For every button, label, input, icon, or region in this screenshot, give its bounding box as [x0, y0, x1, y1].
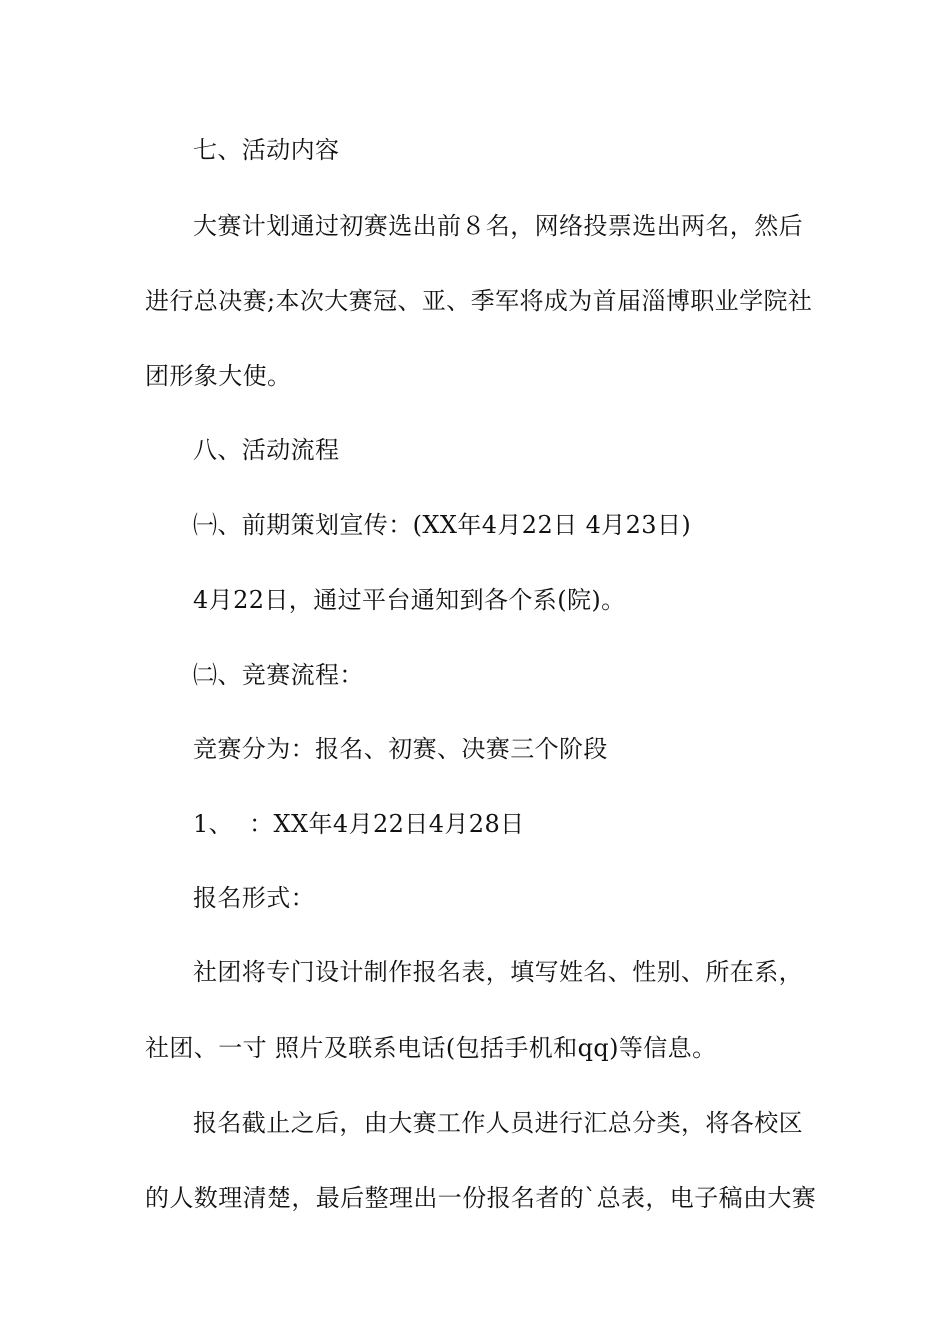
paragraph-line: 进行总决赛;本次大赛冠、亚、季军将成为首届淄博职业学院社: [145, 287, 813, 315]
subsection-heading-1: ㈠、前期策划宣传：(XX年4月22日 4月23日): [193, 511, 692, 539]
section-heading-7: 七、活动内容: [193, 136, 340, 164]
subsection-heading-2: ㈡、竞赛流程：: [193, 661, 364, 689]
paragraph-line: 社团将专门设计制作报名表，填写姓名、性别、所在系，: [193, 958, 803, 986]
section-heading-8: 八、活动流程: [193, 436, 340, 464]
paragraph-line: 的人数理清楚，最后整理出一份报名者的`总表，电子稿由大赛: [145, 1184, 817, 1212]
list-item-1: 1、 ：XX年4月22日4月28日: [193, 810, 525, 838]
paragraph-line: 报名截止之后，由大赛工作人员进行汇总分类，将各校区: [193, 1109, 803, 1137]
paragraph-line: 团形象大使。: [145, 362, 292, 390]
paragraph-line: 4月22日，通过平台通知到各个系(院)。: [193, 586, 626, 614]
paragraph-line: 报名形式：: [193, 884, 315, 912]
paragraph-line: 社团、一寸 照片及联系电话(包括手机和qq)等信息。: [145, 1034, 717, 1062]
paragraph-line: 竞赛分为：报名、初赛、决赛三个阶段: [193, 735, 608, 763]
paragraph-line: 大赛计划通过初赛选出前８名，网络投票选出两名，然后: [193, 212, 803, 240]
